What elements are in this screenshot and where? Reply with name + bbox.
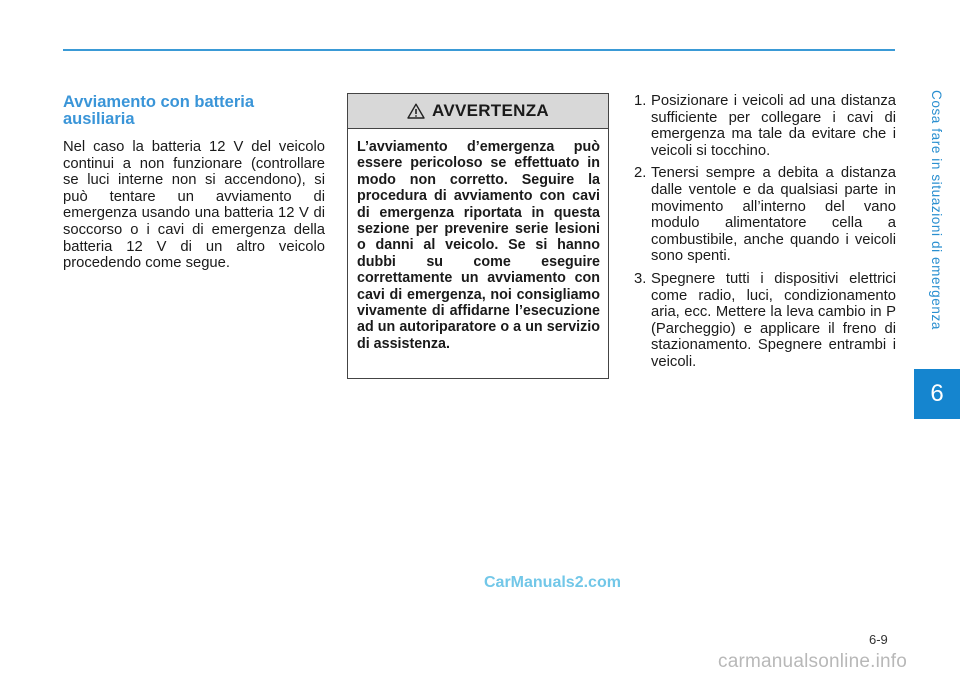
- intro-paragraph: Nel caso la batteria 12 V del veicolo continui a non funzionare (controllare se luci interne non si accendono), si può tentare un avviamento di emergenza usando una batteria 12 V di soccorso o i cavi di emergenza della batteria 12 V di un altro veicolo procedendo come segue.: [63, 139, 325, 272]
- chapter-side-title: Cosa fare in situazioni di emergenza: [929, 90, 944, 330]
- intro-column: [63, 94, 325, 272]
- header-rule: [63, 49, 895, 51]
- section-title: Avviamento con batteria ausiliaria: [63, 93, 255, 128]
- warning-triangle-icon: [407, 103, 425, 119]
- step-number: 1.: [634, 93, 647, 109]
- watermark-link[interactable]: CarManuals2.com: [484, 574, 621, 591]
- list-item: [634, 271, 896, 371]
- warning-title: AVVERTENZA: [432, 101, 549, 120]
- steps-list: [634, 93, 896, 377]
- chapter-tab: 6: [914, 369, 960, 419]
- page-number: 6-9: [869, 632, 888, 647]
- list-item: [634, 165, 896, 265]
- step-text: Tenersi sempre a debita a distanza dalle ventole e da qualsiasi parte in movimento all’interno del vano modulo alimentatore cella a combustibile, anche quando i veicoli sono spenti.: [651, 165, 896, 265]
- footer-watermark: carmanualsonline.info: [718, 651, 908, 672]
- warning-header: [348, 94, 608, 129]
- step-text: Spegnere tutti i dispositivi elettrici come radio, luci, condizionamento aria, ecc. Mettere la leva cambio in P (Parcheggio) e applicare il freno di stazionamento. Spegnere entrambi i veicoli.: [651, 270, 896, 370]
- list-item: [634, 93, 896, 159]
- warning-text: L’avviamento d’emergenza può essere pericoloso se effettuato in modo non corretto. Seguire la procedura di avviamento con cavi di emergenza riportata in questa sezione per prevenire serie lesioni o danni al veicolo. Se si hanno dubbi su come eseguire correttamente un avviamento con cavi di emergenza, noi consigliamo vivamente di affidarne l’esecuzione ad un autoriparatore o a un servizio di assistenza.: [357, 139, 600, 352]
- step-number: 3.: [634, 270, 647, 287]
- step-number: 2.: [634, 165, 647, 182]
- warning-box: [347, 93, 609, 379]
- step-text: Posizionare i veicoli ad una distanza sufficiente per collegare i cavi di emergenza ma tale da evitare che i veicoli si tocchino.: [651, 93, 896, 159]
